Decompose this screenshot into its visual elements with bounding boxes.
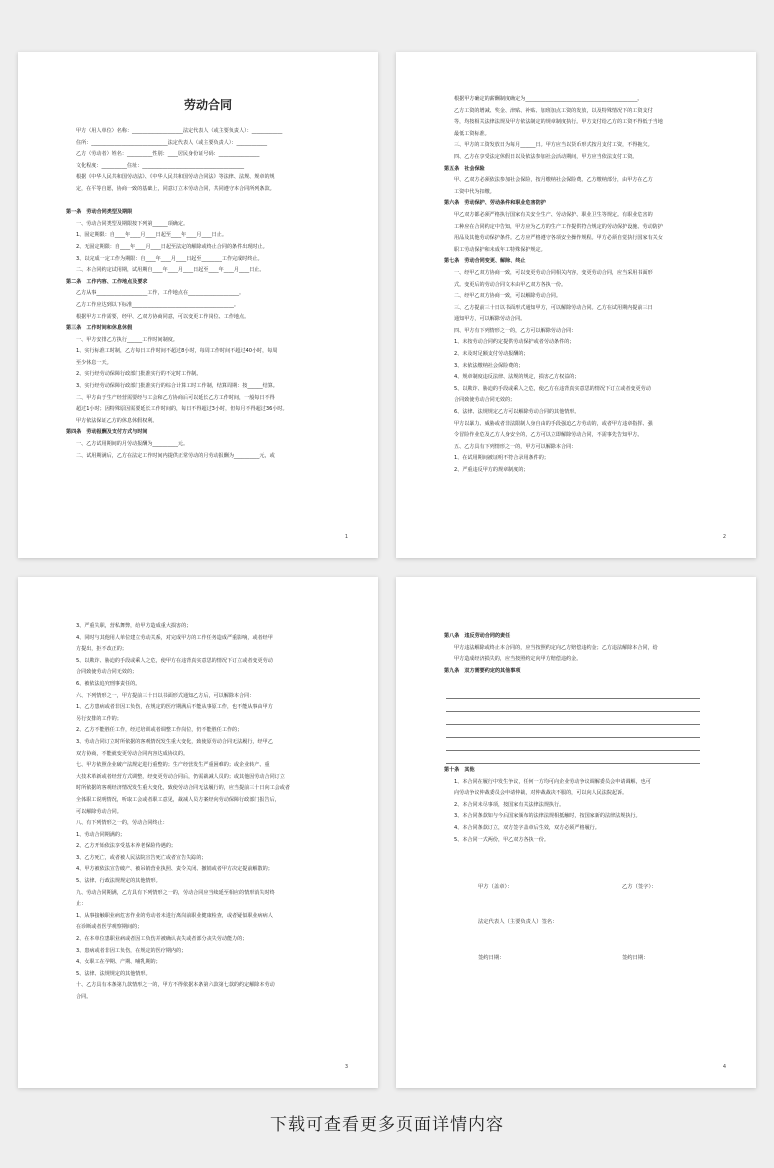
text-line: 甲方依法保证乙方的休息休假权利。	[76, 417, 158, 424]
text-line: 6、被依法追究刑事责任的。	[76, 680, 141, 687]
text-line: 第九条 双方需要约定的其他事项	[444, 667, 521, 674]
text-line: 令冒险作业危及乙方人身安全的，乙方可以立即解除劳动合同，不需事先告知甲方。	[454, 432, 643, 439]
page-2-lines	[444, 94, 728, 477]
text-line: 2、未及时足额支付劳动报酬的；	[454, 351, 529, 358]
text-line: 甲方（用人单位）名称：____________________法定代表人（或主要负责人）：____________	[76, 128, 283, 134]
document-page-4	[396, 577, 756, 1088]
contract-title: 劳动合同	[183, 98, 232, 112]
text-line: 一、甲方安排乙方执行______工作时间制度。	[76, 336, 178, 343]
text-line: 文化程度：__________住址：________________________________________	[76, 162, 245, 169]
text-line: 定，在平等自愿，协商一致的基础上，同意订立本劳动合同，共同遵守本合同所列条款。	[76, 185, 275, 192]
text-line: 3、严重失职，营私舞弊，给甲方造成重大损害的；	[76, 623, 192, 629]
legal-rep-sign-label: 法定代表人（主要负责人）签名：	[478, 919, 558, 925]
page-4-top	[444, 631, 728, 677]
blank-line	[446, 763, 700, 764]
blank-line	[446, 737, 700, 738]
text-line: 住所：______________________________法定代表人（或主要负责人）：____________	[76, 139, 268, 146]
text-line: 第五条 社会保险	[444, 165, 485, 172]
text-line: 4、女职工在孕期、产期、哺乳期的；	[76, 959, 161, 966]
page-number: 2	[722, 534, 726, 540]
text-line: 等，均按相关法律法规及甲方依法制定的规章制度执行。甲方支付给乙方的工资不得低于当地	[454, 119, 663, 126]
text-line: 双方协商，不能就变更劳动合同内容达成协议的。	[76, 750, 189, 757]
page-2-body	[444, 94, 728, 477]
download-more-footer[interactable]: 下载可查看更多页面详情内容	[270, 1115, 504, 1135]
text-line: 至少休息一天。	[76, 359, 112, 366]
page-number: 4	[722, 1064, 726, 1070]
text-line: 5、以欺诈、胁迫的手段或乘人之危，使乙方在违背真实意思的情况下订立或者变更劳动	[454, 385, 651, 392]
text-line: 二、试用期满后，乙方在法定工作时间内提供正常劳动的月劳动报酬为__________元，或	[76, 452, 275, 459]
page-4-bottom	[444, 765, 728, 846]
text-line: 七、甲方依照企业破产法规定进行重整的；生产经营发生严重困难的；或企业转产、重	[76, 762, 270, 769]
page-1-lines	[66, 126, 350, 462]
page-3-lines	[66, 621, 350, 1004]
text-line: 甲乙双方都必须严格执行国家有关安全生产、劳动保护、职业卫生等规定。有职业危害的	[454, 211, 653, 218]
text-line: 二、本合同约定试用期，试用期自____年____月____日起至____年____月____日止。	[76, 267, 265, 274]
text-line: 合同。	[76, 994, 92, 1000]
text-line: 3、实行经劳动保障行政部门批准实行的综合计算工时工作制，结算周期：按______结算。	[76, 383, 278, 390]
text-line: 工资中代为扣缴。	[454, 188, 495, 195]
party-a-date-label: 签约日期：	[478, 955, 505, 961]
text-line: 4、规章制度违反法律、法规的规定，损害乙方权益的；	[454, 374, 580, 381]
text-line: 5、以欺诈、胁迫的手段或乘人之危，使甲方在违背真实意思的情况下订立或者变更劳动	[76, 657, 273, 664]
text-line: 3、以完成一定工作为期限：自____年____月____日起至________工作完成时终止。	[76, 255, 263, 262]
text-line: 2、实行经劳动保障行政部门批准实行的不定时工作制。	[76, 371, 202, 378]
text-line: 合同致使劳动合同无效的；	[76, 669, 138, 676]
text-line: 用品及其他劳动保护条件。乙方应严格遵守各项安全操作规程。甲方必须自觉执行国家有关女	[454, 235, 663, 242]
text-line: 十、乙方具有本条第九款情形之一的，甲方不得依据本条第六款第七款的约定解除本劳动	[76, 982, 275, 989]
text-line: 1、劳动合同期满的；	[76, 831, 126, 838]
document-page-2	[396, 52, 756, 558]
text-line: 四、甲方有下列情形之一的，乙方可以解除劳动合同：	[454, 327, 577, 334]
text-line: 1、从事接触职业病危害作业的劳动者未进行离岗前职业健康检查，或者疑似职业病病人	[76, 912, 273, 919]
text-line: 乙方工资的增减、奖金、津贴、补贴、加班加点工资的发放，以及特殊情况下的工资支付	[454, 107, 653, 114]
document-page-3	[18, 577, 378, 1088]
party-a-seal-label: 甲方（盖章）：	[478, 884, 513, 890]
text-line: 3、本合同条款如与今后国家颁布的法律法规相抵触时，按国家新的法律法规执行。	[454, 813, 641, 820]
text-line: 甲方以暴力、威胁或者非法限制人身自由的手段强迫乙方劳动的，或者甲方违章指挥、强	[454, 420, 653, 427]
text-line: 第八条 违反劳动合同的责任	[444, 633, 511, 639]
text-line: 全体职工说明情况，听取工会或者职工意见，裁减人员方案经向劳动保障行政部门报告后，	[76, 796, 280, 803]
blank-line	[446, 750, 700, 751]
text-line: 第四条 劳动报酬及支付方式与时间	[66, 429, 148, 436]
text-line: 2、乙方开始依法享受基本养老保险待遇的；	[76, 843, 177, 850]
text-line: 5、本合同一式两份，甲乙双方各执一份。	[454, 836, 549, 843]
text-line: 5、法律、行政法规规定的其他情形。	[76, 878, 161, 885]
text-line: 三、甲方的工资发放日为每月______日。甲方应当以货币形式按月支付工资，不得拖欠。	[454, 142, 653, 149]
text-line: 甲方造成经济损失的，应当按照约定向甲方赔偿违约金。	[454, 656, 582, 663]
text-line: 第十条 其他	[444, 767, 475, 773]
text-line: 根据《中华人民共和国劳动法》、《中华人民共和国劳动合同法》等法律、法规、规章的规	[76, 174, 275, 181]
text-line: 一、经甲乙双方协商一致，可以变更劳动合同相关内容，变更劳动合同，应当采用书面形	[454, 269, 653, 276]
text-line: 时所依据的客观经济情况发生重大变化，致使劳动合同无法履行的，应当提前三十日向工会或者	[76, 785, 290, 792]
party-b-date-label: 签约日期：	[622, 955, 649, 961]
text-line: 1、实行标准工时制，乙方每日工作时间不超过8小时，每周工作时间不超过40小时，每周	[76, 348, 278, 355]
text-line: 2、本合同未尽事项，按国家有关法律法规执行。	[454, 801, 565, 808]
text-line: 式。变更后的劳动合同文本由甲乙双方各执一份。	[454, 281, 567, 288]
page-4-top-lines	[444, 631, 728, 677]
text-line	[66, 196, 350, 208]
text-line: 六、下列情形之一，甲方提前三十日以书面形式通知乙方后，可以解除本合同：	[76, 692, 255, 699]
text-line: 第一条 劳动合同类型及期限	[66, 209, 133, 216]
page-number: 1	[344, 534, 348, 540]
text-line: 根据甲方工作需要，经甲、乙双方协商同意，可以变更工作岗位、工作地点。	[76, 313, 250, 320]
party-b-sign-label: 乙方（签字）：	[622, 884, 657, 890]
text-line: 二、甲方由于生产经营需要经与工会和乙方协商后可以延长乙方工作时间，一般每日不得	[76, 394, 275, 401]
page-3-body	[66, 621, 350, 1004]
text-line: 4、本合同条款订立，双方签字盖章后生效，双方必须严格履行。	[454, 824, 600, 831]
text-line: 二、经甲乙双方协商一致，可以解除劳动合同。	[454, 293, 561, 300]
text-line: 一、乙方试用期间的月劳动报酬为__________元。	[76, 441, 189, 448]
text-line: 方提出，拒不改正的；	[76, 646, 127, 653]
text-line: 八、有下列情形之一的，劳动合同终止：	[76, 820, 168, 827]
text-line: 五、乙方具有下列情形之一的，甲方可以解除本合同：	[454, 443, 577, 450]
page-4-bottom-lines	[444, 765, 728, 846]
page-1-body	[66, 94, 350, 462]
text-line: 3、未依法缴纳社会保险费的；	[454, 362, 524, 369]
text-line: 甲方违法解除或终止本合同的，应当按照约定向乙方赔偿违约金；乙方违法解除本合同，给	[454, 644, 658, 651]
text-line: 根据甲方确定的薪酬制度确定为____________________________________________。	[454, 96, 643, 102]
text-line: 1、在试用期间被证明不符合录用条件的；	[454, 455, 549, 462]
text-line: 大技术革新或者经营方式调整，经变更劳动合同后，仍需裁减人员的；或其他因劳动合同订立	[76, 773, 285, 780]
text-line: 乙方从事____________________工作，工作地点在____________________。	[76, 290, 245, 297]
text-line: 九、劳动合同期满，乙方具有下列情形之一的，劳动合同应当续延至相应的情形消失时终	[76, 889, 275, 896]
text-line: 第六条 劳动保护、劳动条件和职业危害防护	[444, 200, 546, 207]
text-line: 2、严重违反甲方的规章制度的；	[454, 467, 529, 473]
text-line: 四、乙方在享受法定休假日以及依法参加社会活动期间，甲方应当依法支付工资。	[454, 153, 638, 160]
text-line: 4、同时与其他用人单位建立劳动关系，对完成甲方的工作任务造成严重影响，或者经甲	[76, 634, 273, 641]
text-line: 超过1小时；因特殊原因需要延长工作时间的，每日不得超过3小时，但每月不得超过36小时。	[76, 406, 288, 413]
text-line: 2、无固定期限：自____年____月____日起至法定的解除或终止合同的条件出现时止。	[76, 243, 268, 250]
text-line: 第二条 工作内容、工作地点及要求	[66, 278, 148, 285]
text-line: 第七条 劳动合同变更、解除、终止	[444, 258, 526, 265]
text-line: 通知甲方，可以解除劳动合同。	[454, 316, 526, 323]
text-line: 乙方工作应达到以下标准________________________________________。	[76, 301, 240, 308]
text-line: 1、固定期限：自____年____月____日起至____年____月____日止。	[76, 232, 227, 239]
text-line: 1、未按劳动合同约定提供劳动保护或者劳动条件的；	[454, 339, 575, 346]
text-line: 三、乙方提前三十日以书面形式通知甲方，可以解除劳动合同。乙方在试用期内提前三日	[454, 304, 653, 311]
document-page-1	[18, 52, 378, 558]
blank-line	[446, 711, 700, 712]
text-line: 2、在本单位患职业病或者因工负伤并被确认丧失或者部分丧失劳动能力的；	[76, 936, 248, 943]
text-line: 5、法律、法规规定的其他情形。	[76, 970, 151, 977]
text-line: 3、患病或者非因工负伤，在规定的医疗期内的；	[76, 947, 187, 954]
text-line: 在诊断或者医学观察期间的；	[76, 924, 143, 931]
text-line: 另行安排的工作的；	[76, 715, 122, 722]
text-line: 最低工资标准。	[454, 130, 490, 137]
page-number: 3	[344, 1064, 348, 1070]
text-line: 工种应在合同约定中告知，甲方应为乙方的生产工作提供符合规定的劳动保护设施、劳动防护	[454, 223, 663, 230]
text-line: 1、本合同在履行中发生争议，任何一方均可向企业劳动争议调解委员会申请调解，也可	[454, 778, 651, 785]
text-line: 止：	[76, 901, 87, 908]
text-line: 3、劳动合同订立时所依据的客观情况发生重大变化，致使原劳动合同无法履行，经甲乙	[76, 738, 273, 745]
text-line: 6、法律、法规规定乙方可以解除劳动合同的其他情形。	[454, 409, 580, 416]
text-line: 职工劳动保护和未成年工特殊保护规定。	[454, 246, 546, 253]
text-line: 向劳动争议仲裁委员会申请仲裁，对仲裁裁决不服的，可以向人民法院起诉。	[454, 790, 628, 797]
text-line: 3、乙方死亡，或者被人民法院宣告死亡或者宣告失踪的；	[76, 854, 207, 861]
text-line: 2、乙方不能胜任工作，经过培训或者调整工作岗位，仍不能胜任工作的；	[76, 727, 243, 734]
text-line: 合同致使劳动合同无效的；	[454, 397, 516, 404]
text-line: 4、甲方被依法宣告破产、被吊销营业执照、责令关闭、撤销或者甲方决定提前解散的；	[76, 866, 273, 873]
text-line: 一、劳动合同类型及期限按下列第______项确定。	[76, 220, 189, 227]
text-line: 甲、乙双方必须依法参加社会保险，按月缴纳社会保险费。乙方缴纳部分，由甲方在乙方	[454, 177, 653, 184]
text-line: 可以解除劳动合同。	[76, 808, 122, 815]
text-line: 乙方（劳动者）姓名：__________性别：____居民身份证号码：________________	[76, 151, 260, 158]
text-line: 1、乙方患病或者非因工负伤，在规定的医疗期满后不能从事原工作，也不能从事由甲方	[76, 704, 273, 711]
blank-line	[446, 724, 700, 725]
text-line: 第三条 工作时间和休息休假	[66, 325, 133, 332]
blank-line	[446, 698, 700, 699]
